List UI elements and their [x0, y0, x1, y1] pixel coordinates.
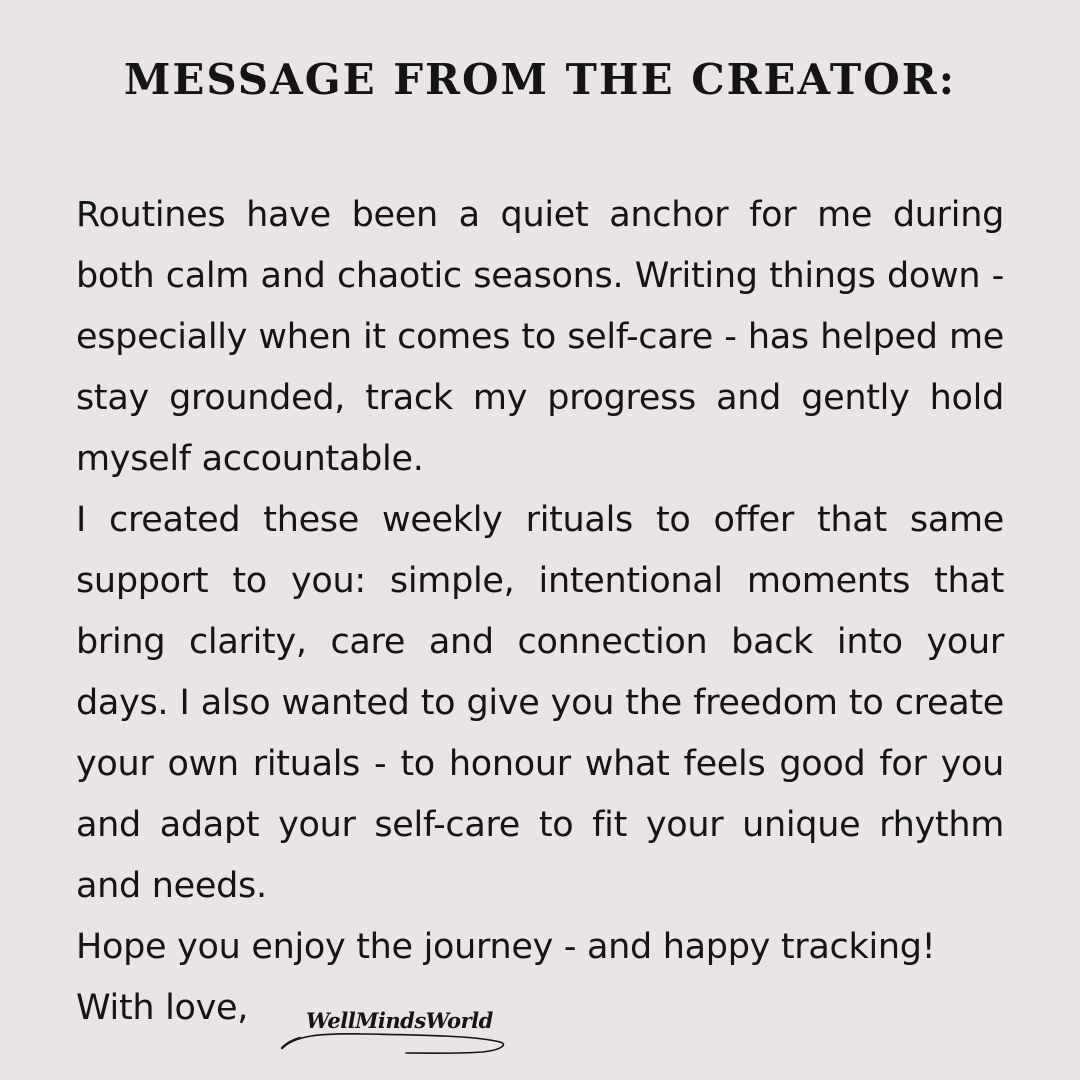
- signature-text: WellMindsWorld: [306, 1008, 493, 1033]
- signoff-line: With love,: [76, 988, 249, 1028]
- message-body: [76, 185, 1004, 917]
- closing-line: Hope you enjoy the journey - and happy tracking!: [76, 927, 936, 967]
- paragraph-routines: Routines have been a quiet anchor for me during both calm and chaotic seasons. Writing things down - especially when it comes to self-care - has helped me stay grounded, track my progress and gently hold myself accountable.: [76, 195, 1004, 479]
- signature-logo: [276, 1000, 516, 1060]
- page-title: MESSAGE FROM THE CREATOR:: [123, 55, 957, 104]
- paragraph-rituals: I created these weekly rituals to offer that same support to you: simple, intentional moments that bring clarity, care and connection back into your days. I also wanted to give you the freedom to create your own rituals - to honour what feels good for you and adapt your self-care to fit your unique rhythm and needs.: [76, 500, 1004, 906]
